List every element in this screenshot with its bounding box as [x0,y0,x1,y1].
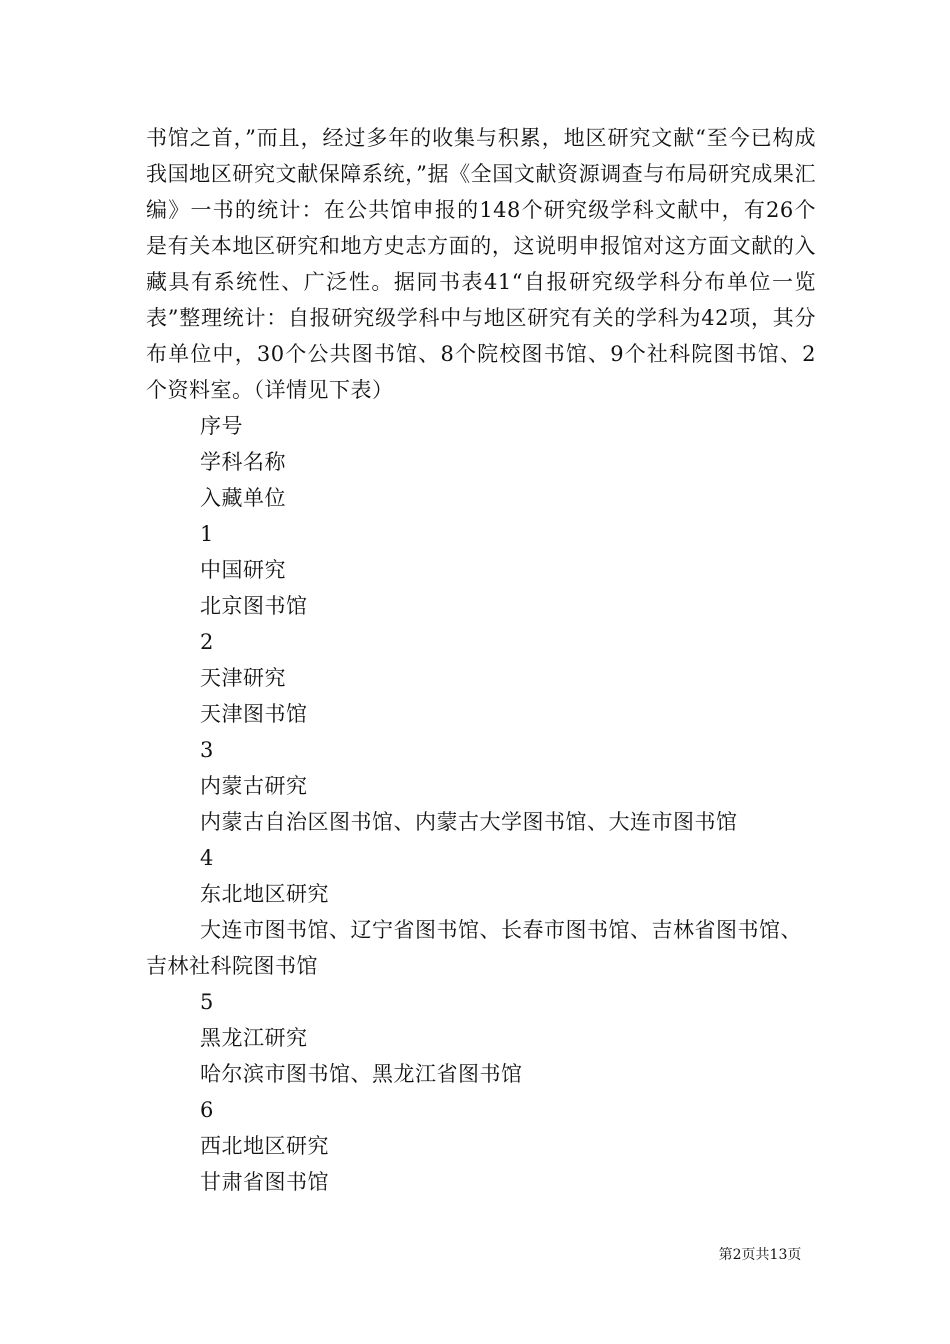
row-6-holders: 甘肃省图书馆 [200,1170,329,1194]
row-3-number: 3 [200,738,214,762]
page-number-footer: 第2页共13页 [718,1247,802,1263]
page-content [146,120,816,1200]
table-header-subject: 学科名称 [200,450,286,474]
row-4-number: 4 [200,846,214,870]
row-1-subject: 中国研究 [200,558,286,582]
row-3-holders: 内蒙古自治区图书馆、内蒙古大学图书馆、大连市图书馆 [200,810,738,834]
row-5-number: 5 [200,990,214,1014]
row-4-holders: 大连市图书馆、辽宁省图书馆、长春市图书馆、吉林省图书馆、吉林社科院图书馆 [146,918,802,978]
table-header-number: 序号 [200,414,243,438]
row-1-number: 1 [200,522,214,546]
row-6-subject: 西北地区研究 [200,1134,329,1158]
row-2-number: 2 [200,630,214,654]
row-2-subject: 天津研究 [200,666,286,690]
row-2-holders: 天津图书馆 [200,702,308,726]
intro-paragraph: 书馆之首，”而且，经过多年的收集与积累，地区研究文献“至今已构成我国地区研究文献保障系统，”据《全国文献资源调查与布局研究成果汇编》一书的统计：在公共馆申报的148个研究级学科文献中，有26个是有关本地区研究和地方史志方面的，这说明申报馆对这方面文献的入藏具有系统性、广泛性。据同书表41“自报研究级学科分布单位一览表”整理统计：自报研究级学科中与地区研究有关的学科为42项，其分布单位中，30个公共图书馆、8个院校图书馆、9个社科院图书馆、2个资料室。（详情见下表） [146,126,816,402]
table-header-holders: 入藏单位 [200,486,286,510]
row-5-holders: 哈尔滨市图书馆、黑龙江省图书馆 [200,1062,523,1086]
row-4-subject: 东北地区研究 [200,882,329,906]
row-6-number: 6 [200,1098,214,1122]
row-5-subject: 黑龙江研究 [200,1026,308,1050]
row-1-holders: 北京图书馆 [200,594,308,618]
row-3-subject: 内蒙古研究 [200,774,308,798]
